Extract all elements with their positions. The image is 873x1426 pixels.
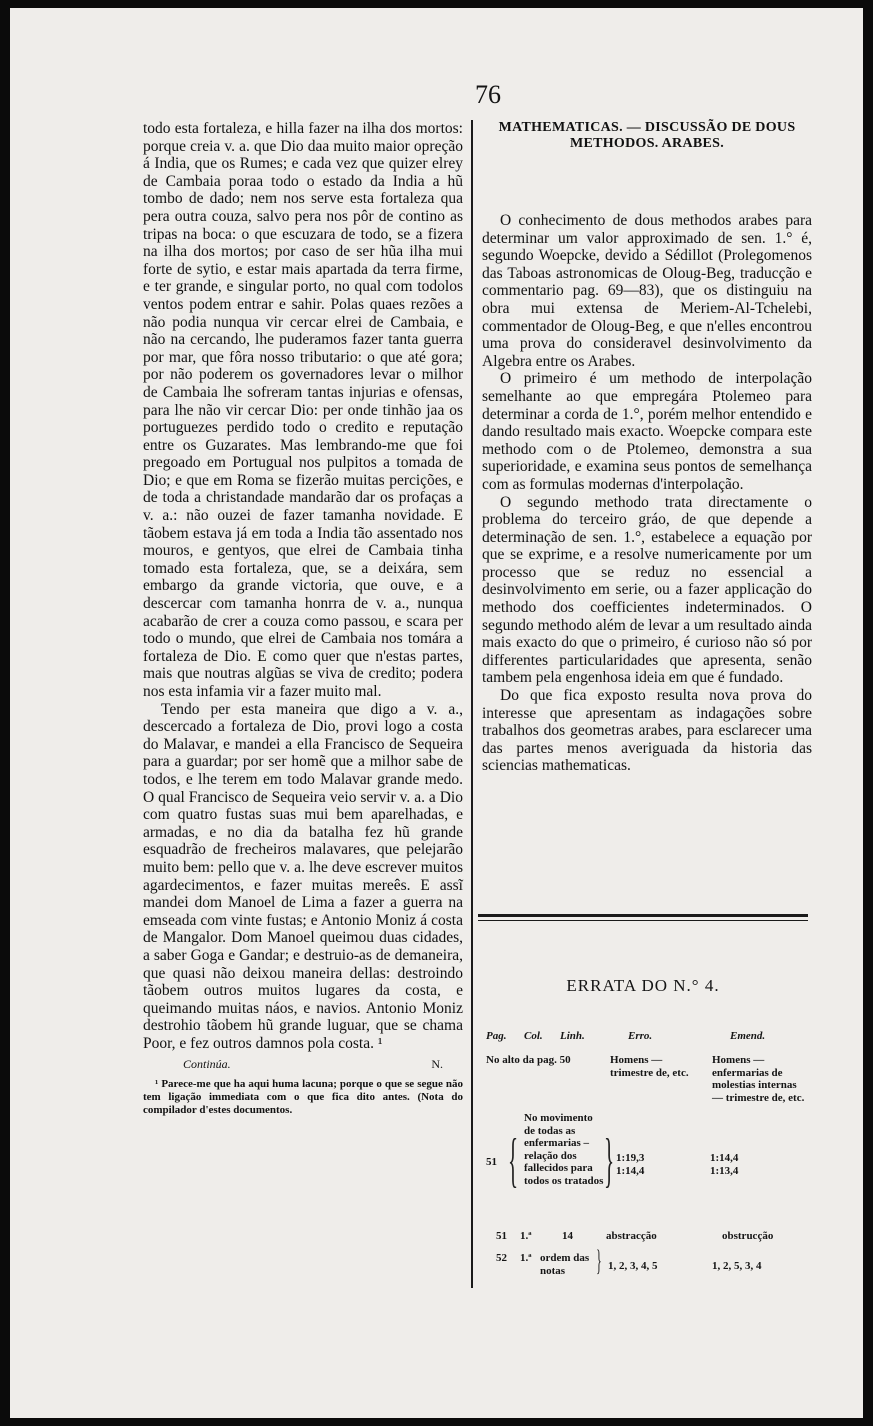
article-heading: MATHEMATICAS. — DISCUSSÃO DE DOUS METHODOS. ARABES. [498, 120, 796, 151]
left-paragraph: Tendo per esta maneira que digo a v. a., descercado a fortaleza de Dio, provi logo a costa do Malavar, e mandei a ella Francisco de Sequeira para a guardar; por ser homẽ que a milhor sabe de todos, e lhe terem em todo Malavar grande medo. O qual Francisco de Sequeira veio servir v. a. a Dio com quatro fustas suas mui bem aparelhadas, e armadas, e no dia da batalha fez hũ grande esquadrão de frecheiros malavares, que pelejarão muito bem: pello que v. a. lhe deve escrever muitos agardecimentos, e fazer muitas mereês. E assĩ mandei dom Manoel de Lima a fazer a guerra na emseada com vinte fustas; e Antonio Moniz á costa de Mangalor. Dom Manoel queimou duas cidades, a saber Goga e Gandar; e destruio-as de demaneira, que quasi não deixou maneira dellas: destroindo tãobem outros muitos lugares da costa, e queimando muitas náos, e navios. Antonio Moniz destrohio tãobem hũ grande luguar, que se chama Poor, e fez outros damnos pola costa. ¹ [143, 700, 463, 1052]
row2-pag: 51 [486, 1156, 497, 1168]
left-column [143, 120, 463, 1117]
signature-line [143, 1056, 463, 1074]
row1-emend: Homens — enfermarias de molestias internas — trimestre de, etc. [712, 1054, 805, 1104]
signature-initial: N. [431, 1057, 443, 1072]
page-number: 76 [475, 80, 501, 109]
row3-pag: 51 [496, 1230, 507, 1242]
errata-title: ERRATA DO N.° 4. [566, 976, 720, 995]
article-paragraph: Do que fica exposto resulta nova prova do interesse que apresentam as indagações sobre trabalhos dos geometras arabes, para esclarecer uma das partes menos averiguada da historia das sciencias mathematicas. [482, 687, 812, 775]
row1-location: No alto da pag. 50 [486, 1054, 571, 1066]
row2-emend: 1:14,4 1:13,4 [710, 1152, 739, 1177]
header-erro: Erro. [628, 1030, 653, 1042]
left-paragraph: todo esta fortaleza, e hilla fazer na ilha dos mortos: porque creia v. a. que Dio daa muito maior opreção á India, que os Rumes; e cada vez que quizer elrey de Cambaia poraa todo o estado da India a hũ tombo de dado; nem nos serve esta fortaleza qua pera outra couza, salvo pera nos pôr de contino as tripas na boca: o que escuzara de todo, se a fizera na ilha dos mortos; por caso de ser hũa ilha mui forte de sytio, e estar mais apartada da terra firme, e ter grande, e singular porto, no qual com todolos ventos podem entrar e sahir. Polas quaes rezões a não podia nunqua vir cercar elrei de Cambaia, e não na cercando, lhe puderamos fazer tanta guerra por mar, que fôra nosso tributario: o que até gora; por não poderem os governadores levar o milhor de Cambaia lhe sofreram tantas injurias e ofensas, para lhe não vir cercar Dio: per onde tinhão jaa os portuguezes perdido todo o credito e reputação entre os Guzarates. Mas lembrando-me que foi pregoado em Portugual nos pulpitos a tomada de Dio; e que em Roma se fizerão muitas percições, e de toda a christandade mandarão dar os profaças a v. a.: não ouzei de fazer tamanha novidade. E tãobem estava já em toda a India tão assentado nos mouros, e gentyos, que elrei de Cambaia tinha tomado esta fortaleza, que, se a deixára, sem embargo da grande victoria, que ouve, e a descercar com tamanha honrra de v. a., nunqua acabarão de crer a couza como passou, e scara per todo o mundo, que elrei de Cambaia nos tomára a fortaleza de Dio. E como quer que n'estas partes, mais que noutras algũas se viva de credito; podera nos esta infamia vir a fazer muito mal. [143, 120, 463, 700]
row4-emend: 1, 2, 5, 3, 4 [712, 1260, 762, 1272]
row3-col: 1.ª [520, 1230, 532, 1242]
row3-emend: obstrucção [722, 1230, 774, 1242]
header-linh: Linh. [560, 1030, 585, 1042]
scanned-page [10, 8, 863, 1418]
errata-table [482, 1030, 812, 1280]
row4-pag: 52 [496, 1252, 507, 1264]
right-column [482, 120, 812, 775]
row2-erro: 1:19,3 1:14,4 [616, 1152, 645, 1177]
article-paragraph: O segundo methodo trata directamente o problema do terceiro gráo, de que depende a determinação de sen. 1.°, estabelece a equação por que se exprime, e a resolve numericamente por um processo que se reduz no essencial a desinvolvimento em serie, ou a fazer applicação do methodo dos coefficientes indeterminados. O segundo methodo além de levar a um resultado ainda mais exacto do que o primeiro, é curioso não só por differentes particularidades que apresenta, senão tambem pela engenhosa ideia em que é fundado. [482, 493, 812, 687]
thin-rule [478, 920, 808, 921]
header-col: Col. [524, 1030, 543, 1042]
header-emend: Emend. [730, 1030, 766, 1042]
article-paragraph: O primeiro é um methodo de interpolação semelhante ao que empregára Ptolemeo para determinar a corda de 1.°, porém melhor entendido e dando resultado mais exacto. Woepcke compara este methodo com o de Ptolemeo, demonstra a sua superioridade, e examina seus pontos de semelhança com as formulas modernas d'interpolação. [482, 370, 812, 493]
row2-linh: No movimento de todas as enfermarias – relação dos fallecidos para todos os tratados [524, 1112, 604, 1187]
row3-erro: abstracção [606, 1230, 657, 1242]
row1-erro: Homens — trimestre de, etc. [610, 1054, 689, 1079]
left-brace: { [508, 1127, 519, 1193]
header-pag: Pag. [486, 1030, 507, 1042]
row4-linh: ordem das notas [540, 1252, 590, 1277]
row4-col: 1.ª [520, 1252, 532, 1264]
article-paragraph: O conhecimento de dous methodos arabes para determinar um valor approximado de sen. 1.° é, segundo Woepcke, devido a Sédillot (Prolegomenos das Taboas astronomicas de Oloug-Beg, traducção e commentario pag. 69—83), que os distinguiu na obra mui extensa de Meriem-Al-Tchelebi, commentador de Oloug-Beg, e que n'elles encontrou uma prova do consideravel desinvolvimento da Algebra entre os Arabes. [482, 212, 812, 370]
row4-brace: } [596, 1244, 602, 1277]
row4-erro: 1, 2, 3, 4, 5 [608, 1260, 658, 1272]
row3-linh: 14 [562, 1230, 573, 1242]
right-brace: } [604, 1127, 615, 1193]
footnote: ¹ Parece-me que ha aqui huma lacuna; porque o que se segue não tem ligação immediata com o que fica dito antes. (Nota do compilador d'estes documentos. [143, 1078, 463, 1117]
continua-label: Continúa. [183, 1057, 231, 1072]
article-body [482, 212, 812, 775]
column-divider [471, 120, 473, 1288]
thick-rule [478, 914, 808, 917]
